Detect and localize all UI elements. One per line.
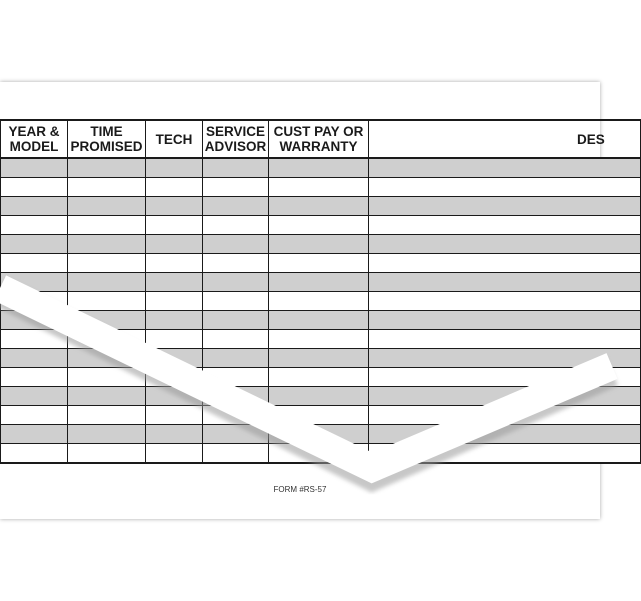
form-cell-description — [369, 273, 641, 292]
form-cell-time-promised — [68, 349, 146, 368]
form-cell-service-advisor — [203, 330, 269, 349]
form-cell-tech — [146, 254, 203, 273]
form-cell-time-promised — [68, 368, 146, 387]
form-row — [1, 349, 641, 368]
form-cell-cust-pay — [269, 368, 369, 387]
form-cell-description — [369, 406, 641, 425]
form-cell-service-advisor — [203, 406, 269, 425]
form-row — [1, 292, 641, 311]
form-cell-year-model — [1, 178, 68, 197]
header-time-promised: TIME PROMISED — [68, 120, 146, 158]
form-cell-year-model — [1, 349, 68, 368]
form-row — [1, 216, 641, 235]
form-cell-tech — [146, 387, 203, 406]
form-row — [1, 330, 641, 349]
form-cell-service-advisor — [203, 197, 269, 216]
repair-order-grid — [0, 119, 641, 464]
form-cell-service-advisor — [203, 387, 269, 406]
form-cell-tech — [146, 330, 203, 349]
form-cell-description — [369, 387, 641, 406]
form-cell-service-advisor — [203, 292, 269, 311]
form-row — [1, 254, 641, 273]
form-cell-year-model — [1, 158, 68, 178]
form-cell-time-promised — [68, 197, 146, 216]
form-cell-description — [369, 330, 641, 349]
form-cell-year-model — [1, 425, 68, 444]
form-cell-cust-pay — [269, 273, 369, 292]
form-row — [1, 197, 641, 216]
form-cell-service-advisor — [203, 311, 269, 330]
form-cell-service-advisor — [203, 349, 269, 368]
form-cell-year-model — [1, 387, 68, 406]
form-cell-time-promised — [68, 216, 146, 235]
form-cell-cust-pay — [269, 158, 369, 178]
form-cell-year-model — [1, 273, 68, 292]
form-cell-tech — [146, 197, 203, 216]
form-cell-cust-pay — [269, 235, 369, 254]
form-cell-year-model — [1, 235, 68, 254]
form-cell-tech — [146, 216, 203, 235]
form-cell-tech — [146, 235, 203, 254]
header-tech: TECH — [146, 120, 203, 158]
form-cell-service-advisor — [203, 273, 269, 292]
form-cell-tech — [146, 178, 203, 197]
form-cell-service-advisor — [203, 444, 269, 464]
form-cell-cust-pay — [269, 425, 369, 444]
form-cell-cust-pay — [269, 387, 369, 406]
form-cell-description — [369, 197, 641, 216]
form-row — [1, 406, 641, 425]
form-cell-time-promised — [68, 425, 146, 444]
form-cell-tech — [146, 349, 203, 368]
form-cell-description — [369, 235, 641, 254]
form-number: FORM #RS-57 — [273, 485, 327, 494]
form-cell-time-promised — [68, 444, 146, 464]
form-cell-time-promised — [68, 158, 146, 178]
form-cell-time-promised — [68, 235, 146, 254]
form-row — [1, 387, 641, 406]
form-cell-cust-pay — [269, 292, 369, 311]
form-cell-year-model — [1, 254, 68, 273]
form-cell-time-promised — [68, 178, 146, 197]
form-cell-service-advisor — [203, 158, 269, 178]
form-cell-year-model — [1, 406, 68, 425]
form-cell-tech — [146, 292, 203, 311]
form-cell-cust-pay — [269, 178, 369, 197]
form-cell-description — [369, 254, 641, 273]
form-cell-tech — [146, 444, 203, 464]
grid-body — [1, 158, 641, 463]
form-cell-time-promised — [68, 254, 146, 273]
form-cell-description — [369, 216, 641, 235]
form-cell-cust-pay — [269, 311, 369, 330]
form-row — [1, 178, 641, 197]
form-cell-cust-pay — [269, 444, 369, 464]
form-cell-cust-pay — [269, 216, 369, 235]
form-cell-year-model — [1, 368, 68, 387]
form-row — [1, 235, 641, 254]
form-cell-description — [369, 368, 641, 387]
form-cell-year-model — [1, 197, 68, 216]
header-year-model: YEAR & MODEL — [1, 120, 68, 158]
form-cell-year-model — [1, 292, 68, 311]
form-cell-description — [369, 178, 641, 197]
form-cell-tech — [146, 311, 203, 330]
form-cell-description — [369, 292, 641, 311]
form-row — [1, 368, 641, 387]
form-row — [1, 425, 641, 444]
form-row — [1, 444, 641, 464]
form-row — [1, 273, 641, 292]
form-cell-description — [369, 444, 641, 464]
form-cell-time-promised — [68, 311, 146, 330]
form-row — [1, 158, 641, 178]
form-cell-time-promised — [68, 387, 146, 406]
header-row — [1, 120, 641, 158]
form-cell-time-promised — [68, 406, 146, 425]
form-cell-year-model — [1, 216, 68, 235]
form-cell-service-advisor — [203, 178, 269, 197]
form-cell-description — [369, 158, 641, 178]
form-sheet — [0, 82, 605, 519]
form-row — [1, 311, 641, 330]
header-description: DES — [369, 120, 641, 158]
form-cell-cust-pay — [269, 330, 369, 349]
form-cell-tech — [146, 368, 203, 387]
form-cell-year-model — [1, 444, 68, 464]
form-cell-tech — [146, 406, 203, 425]
form-cell-service-advisor — [203, 425, 269, 444]
form-cell-year-model — [1, 330, 68, 349]
form-cell-cust-pay — [269, 254, 369, 273]
header-cust-pay-warranty: CUST PAY OR WARRANTY — [269, 120, 369, 158]
form-cell-cust-pay — [269, 349, 369, 368]
form-cell-cust-pay — [269, 406, 369, 425]
form-cell-description — [369, 425, 641, 444]
form-cell-service-advisor — [203, 254, 269, 273]
form-cell-service-advisor — [203, 368, 269, 387]
form-cell-cust-pay — [269, 197, 369, 216]
header-service-advisor: SERVICE ADVISOR — [203, 120, 269, 158]
form-cell-description — [369, 311, 641, 330]
form-cell-tech — [146, 158, 203, 178]
form-cell-time-promised — [68, 330, 146, 349]
form-cell-year-model — [1, 311, 68, 330]
form-cell-time-promised — [68, 292, 146, 311]
form-cell-service-advisor — [203, 216, 269, 235]
form-cell-tech — [146, 273, 203, 292]
form-cell-tech — [146, 425, 203, 444]
form-cell-time-promised — [68, 273, 146, 292]
form-cell-service-advisor — [203, 235, 269, 254]
form-cell-description — [369, 349, 641, 368]
